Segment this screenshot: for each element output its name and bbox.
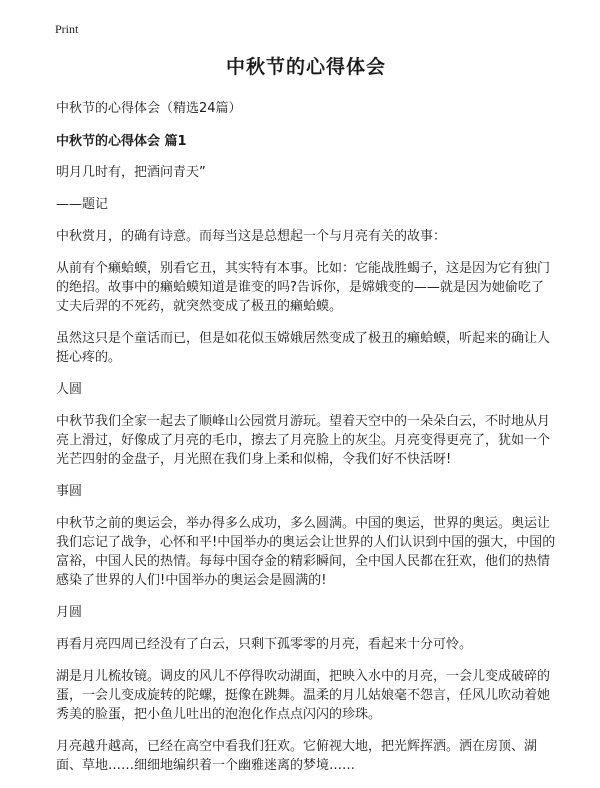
paragraph: 从前有个癞蛤蟆，别看它丑，其实特有本事。比如：它能战胜蝎子，这是因为它有独门的绝招。故事中的癞蛤蟆知道是谁变的吗?告诉你，是嫦娥变的——就是因为她偷吃了丈夫后羿的不死药，就突然变成了极丑的癞蛤蟆。 <box>56 261 551 314</box>
paragraph: 虽然这只是个童话而已，但是如花似玉嫦娥居然变成了极丑的癞蛤蟆，听起来的确让人挺心疼的。 <box>56 331 551 365</box>
paragraph: 月亮越升越高，已经在高空中看我们狂欢。它俯视大地，把光辉挥洒。洒在房顶、湖面、草地……细细地编织着一个幽雅迷离的梦境…… <box>56 739 538 773</box>
paragraph: ——题记 <box>56 197 109 212</box>
document-body <box>56 52 556 788</box>
paragraph: 中秋赏月，的确有诗意。而每当这是总想起一个与月亮有关的故事： <box>56 229 447 244</box>
print-link[interactable]: Print <box>55 22 79 36</box>
subheading: 月圆 <box>56 605 83 620</box>
paragraph: 再看月亮四周已经没有了白云，只剩下孤零零的月亮，看起来十分可怜。 <box>56 637 473 652</box>
paragraph: 中秋节我们全家一起去了顺峰山公园赏月游玩。望着天空中的一朵朵白云，不时地从月亮上滑过，好像成了月亮的毛巾，擦去了月亮脸上的灰尘。月亮变得更亮了，犹如一个光芒四射的金盘子，月光照在我们身上柔和似棉，令我们好不快活呀! <box>56 414 551 467</box>
paragraph: 明月几时有，把酒问青天” <box>56 165 206 180</box>
section-heading: 中秋节的心得体会 篇1 <box>56 134 187 149</box>
paragraph: 中秋节之前的奥运会，举办得多么成功，多么圆满。中国的奥运，世界的奥运。奥运让我们忘记了战争，心怀和平!中国举办的奥运会让世界的人们认识到中国的强大，中国的富裕，中国人民的热情。每每中国夺金的精彩瞬间，全中国人民都在狂欢，他们的热情感染了世界的人们!中国举办的奥运会是圆满的! <box>56 516 556 588</box>
subheading: 人圆 <box>56 382 83 397</box>
page-title: 中秋节的心得体会 <box>225 56 386 78</box>
subheading: 事圆 <box>56 484 83 499</box>
paragraph: 湖是月儿梳妆镜。调皮的风儿不停得吹动湖面，把映入水中的月亮，一会儿变成破碎的蛋，一会儿变成旋转的陀螺，挺像在跳舞。温柔的月儿姑娘毫不怨言，任风儿吹动着她秀美的脸蛋，把小鱼儿吐出的泡泡化作点点闪闪的珍珠。 <box>56 669 551 722</box>
document-subtitle: 中秋节的心得体会（精选24篇） <box>56 101 242 116</box>
